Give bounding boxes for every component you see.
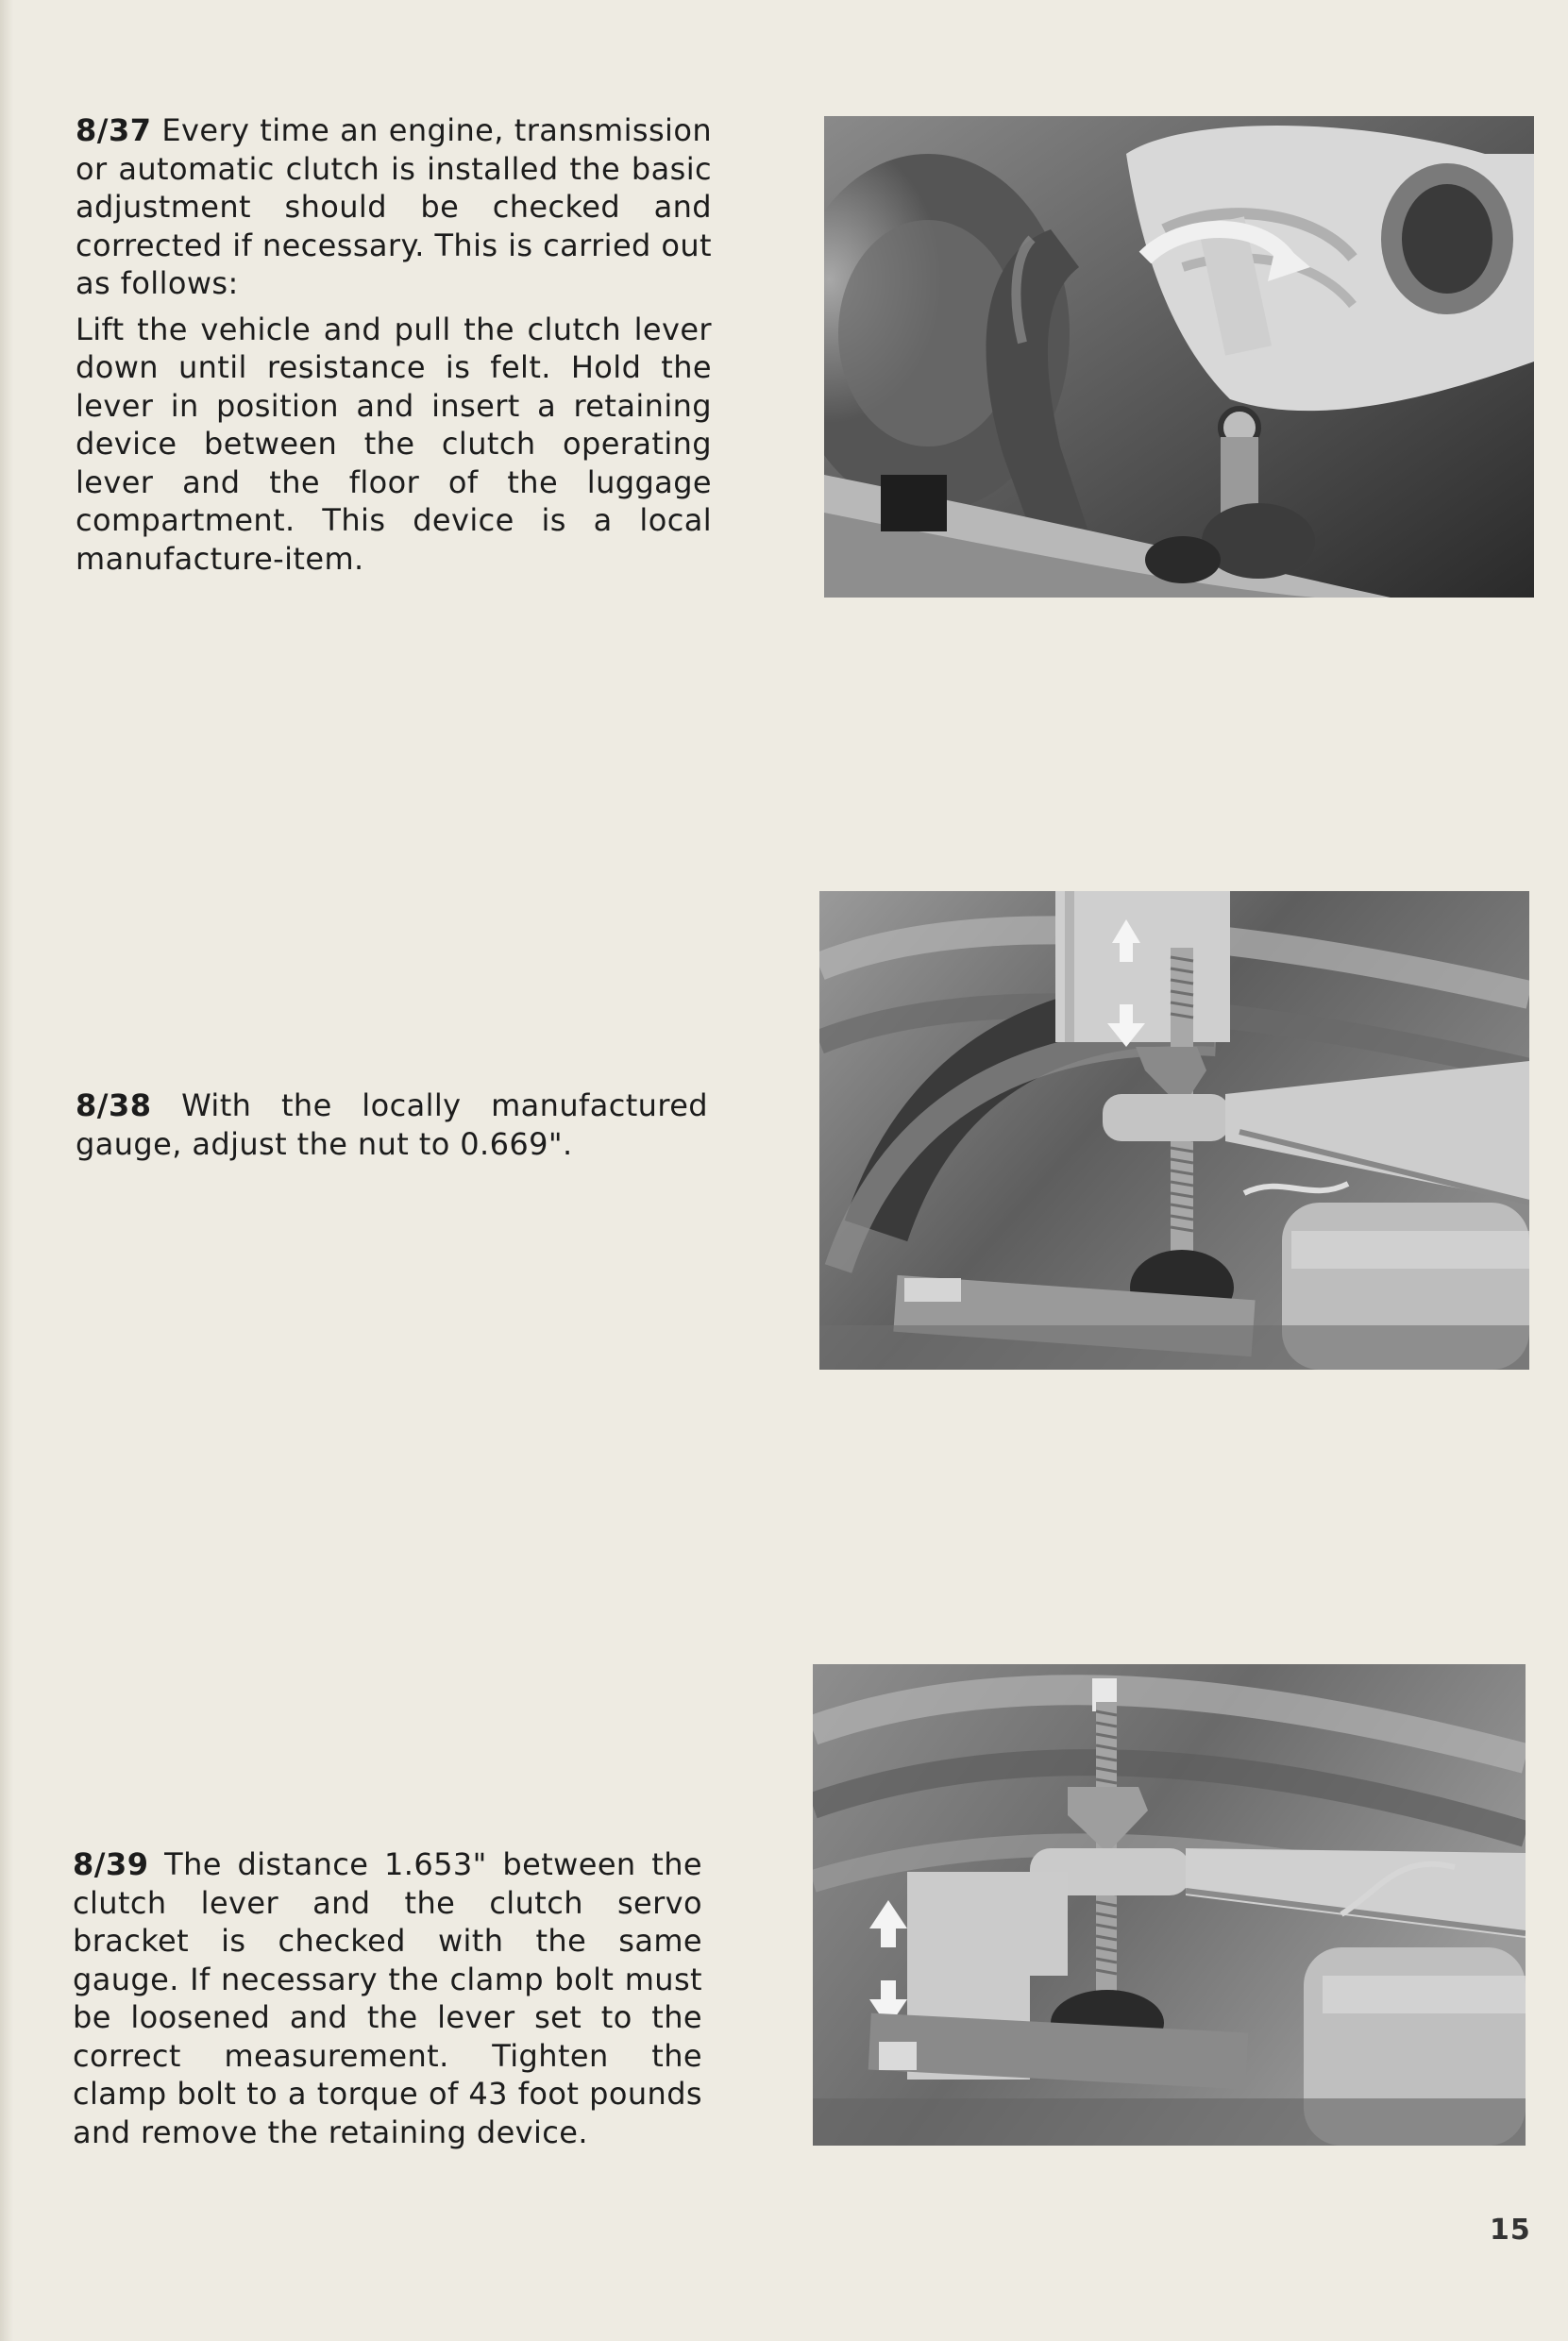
section-paragraph bbox=[73, 1845, 702, 2151]
section-number: 8/37 bbox=[76, 112, 152, 148]
paragraph-text: Every time an engine, transmission or automatic clutch is installed the basic adjustment should be checked and corrected if necessary. This is carried out as follows: bbox=[76, 112, 712, 301]
paragraph-text: Lift the vehicle and pull the clutch lever down until resistance is felt. Hold the lever in position and insert a retaining device between the clutch operating lever and the floor of the luggage compartment. This device is a local manufacture-item. bbox=[76, 311, 712, 577]
paragraph-text: With the locally manufactured gauge, adjust the nut to 0.669". bbox=[76, 1087, 708, 1162]
section-8-39 bbox=[73, 1845, 702, 2151]
section-8-38 bbox=[76, 1086, 708, 1163]
photo-gauge-clamp-bolt bbox=[813, 1664, 1526, 2146]
photo-clutch-lever-hand bbox=[824, 116, 1534, 598]
paragraph-text: The distance 1.653" between the clutch lever and the clutch servo bracket is checked with the same gauge. If necessary the clamp bolt must be loosened and the lever set to the correct measurement. Tighten the clamp bolt to a torque of 43 foot pounds and remove the retaining device. bbox=[73, 1846, 702, 2150]
section-8-37 bbox=[76, 111, 712, 578]
page-spine-shadow bbox=[0, 0, 13, 2341]
section-paragraph bbox=[76, 1086, 708, 1163]
section-number: 8/39 bbox=[73, 1846, 149, 1882]
section-paragraph bbox=[76, 111, 712, 303]
section-number: 8/38 bbox=[76, 1087, 152, 1123]
photo-gauge-adjust-nut bbox=[819, 891, 1529, 1370]
page-number: 15 bbox=[1490, 2214, 1531, 2247]
section-paragraph bbox=[76, 311, 712, 579]
